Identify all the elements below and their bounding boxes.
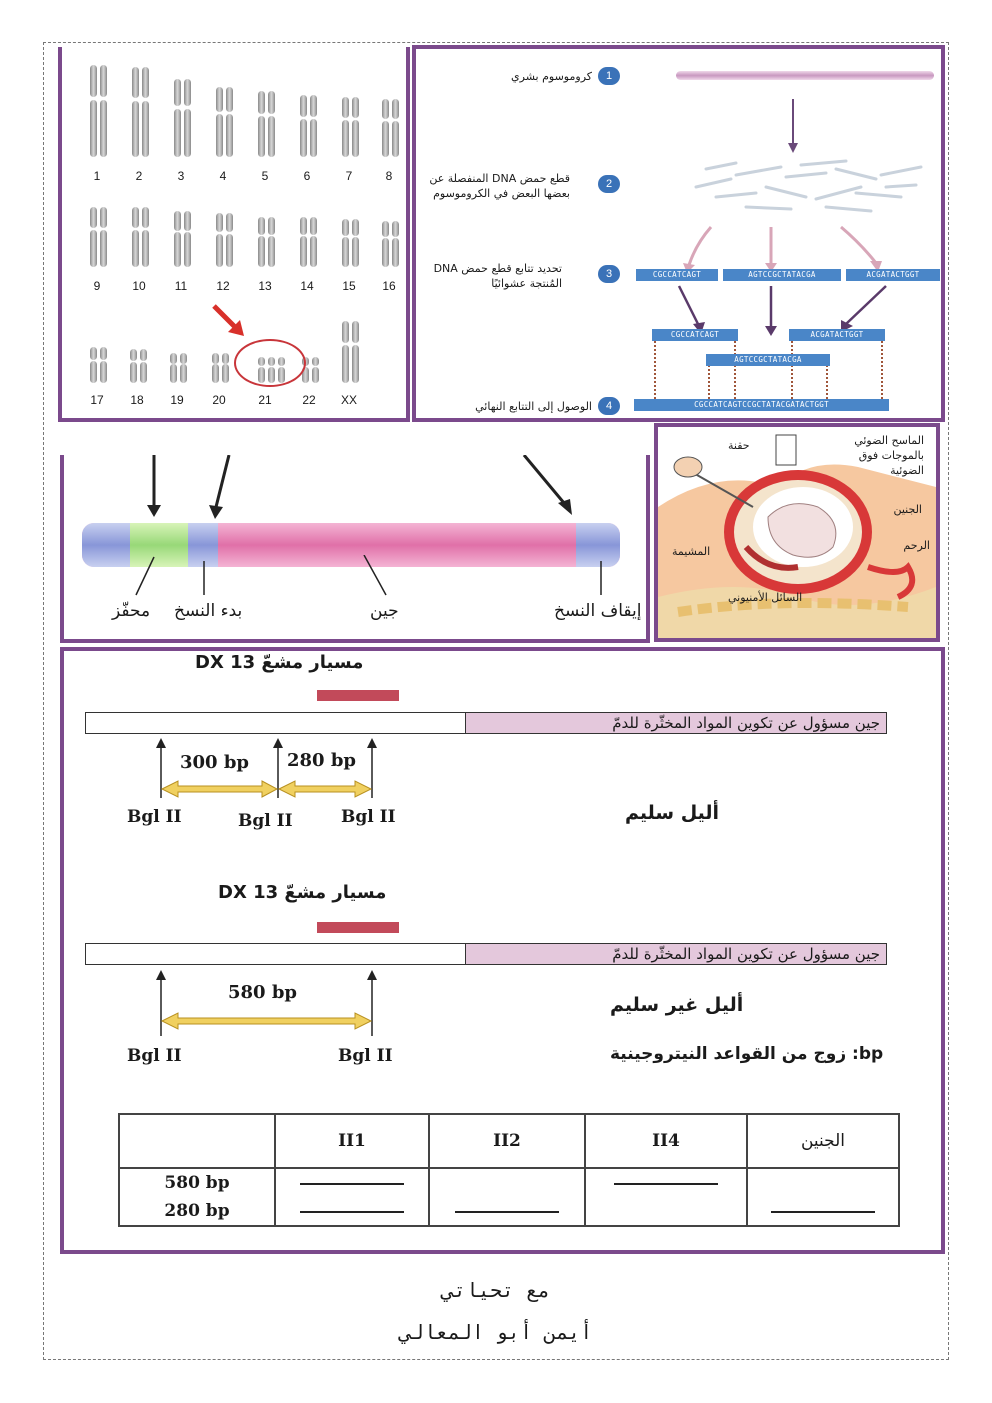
overlap-bubble-right xyxy=(791,334,883,402)
sequencing-panel xyxy=(412,45,945,422)
fetus-label: الجنين xyxy=(893,503,922,516)
chromosome-number: 11 xyxy=(174,279,188,293)
chromosome-number: 8 xyxy=(385,169,393,183)
table-header: II1 xyxy=(275,1114,429,1168)
chromosome xyxy=(216,87,224,157)
normal-allele-label: أليل سليم xyxy=(625,802,720,824)
normal-site-3: Bgl II xyxy=(341,807,396,827)
chromosome xyxy=(392,99,400,157)
row-label: 280 bp xyxy=(119,1197,275,1226)
chromosome xyxy=(132,207,140,267)
chromosome xyxy=(300,95,308,157)
mark-cell xyxy=(429,1168,585,1197)
arrow-down-icon xyxy=(786,99,800,154)
chromosome-number: 16 xyxy=(382,279,396,293)
fragment-2: AGTCCGCTATACGA xyxy=(723,269,841,281)
chromosome-number: 3 xyxy=(177,169,185,183)
placenta-label: المشيمة xyxy=(672,545,711,558)
step-4-text: الوصول إلى التتابع النهائي xyxy=(475,400,592,413)
gene-strip-normal-label: جين مسؤول عن تكوين المواد المخثّرة للدمّ xyxy=(465,713,886,733)
stop-label: إيقاف النسخ xyxy=(554,601,642,621)
band-mark xyxy=(614,1182,718,1185)
normal-seg2: 280 bp xyxy=(287,750,357,771)
table-row xyxy=(119,1197,899,1226)
chromosome-number: 6 xyxy=(303,169,311,183)
start-label: بدء النسخ xyxy=(174,601,243,621)
chromosome-bar xyxy=(676,71,934,80)
table-header xyxy=(119,1114,275,1168)
pink-arrows xyxy=(671,219,941,274)
chromosome-number: 2 xyxy=(135,169,143,183)
mark-cell xyxy=(585,1197,747,1226)
chromosome xyxy=(352,219,360,267)
band-mark xyxy=(300,1210,404,1213)
footer-author: أيمن أبو المعالي xyxy=(399,1320,593,1344)
chromosome xyxy=(342,97,350,157)
final-sequence: CGCCATCAGTCCGCTATACGATACTGGT xyxy=(634,399,889,411)
chromosome-number: 7 xyxy=(345,169,353,183)
chromosome-number: 22 xyxy=(302,393,316,407)
mark-cell xyxy=(275,1168,429,1197)
chromosome xyxy=(174,79,182,157)
chromosome-number: 10 xyxy=(132,279,146,293)
chromosome-number: 20 xyxy=(212,393,226,407)
table-header: الجنين xyxy=(747,1114,899,1168)
chromosome xyxy=(142,207,150,267)
chromosome xyxy=(216,213,224,267)
gene-arrows xyxy=(64,455,650,525)
uterus-label: الرحم xyxy=(903,539,930,552)
normal-site-1: Bgl II xyxy=(127,807,182,827)
chromosome xyxy=(382,221,390,267)
chromosome-number: 19 xyxy=(170,393,184,407)
row-label: 580 bp xyxy=(119,1168,275,1197)
chromosome xyxy=(312,357,320,383)
normal-seg1: 300 bp xyxy=(180,752,250,773)
chromosome xyxy=(184,79,192,157)
amnio-panel xyxy=(654,423,940,642)
mark-cell xyxy=(429,1197,585,1226)
abnormal-arrows xyxy=(140,970,390,1040)
probe-bar-normal xyxy=(317,690,399,701)
chromosome xyxy=(130,349,138,383)
chromosome xyxy=(140,349,148,383)
chromosome xyxy=(310,95,318,157)
chromosome xyxy=(90,65,98,157)
chromosome xyxy=(310,217,318,267)
step-3-badge: 3 xyxy=(598,265,620,283)
chromosome xyxy=(392,221,400,267)
fragment-1: CGCCATCAGT xyxy=(636,269,718,281)
down-syndrome-circle xyxy=(234,339,306,387)
mark-cell xyxy=(585,1168,747,1197)
chromosome-number: 14 xyxy=(300,279,314,293)
chromosome xyxy=(180,353,188,383)
karyotype-panel xyxy=(58,47,410,422)
footer-greeting: مع تحياتي xyxy=(441,1278,551,1302)
chromosome xyxy=(90,207,98,267)
chromosome xyxy=(222,353,230,383)
probe-label-abnormal: مسيار مشعّ DX 13 xyxy=(218,882,387,903)
chromosome xyxy=(184,211,192,267)
table-header: II2 xyxy=(429,1114,585,1168)
chromosome-number: 5 xyxy=(261,169,269,183)
chromosome xyxy=(382,99,390,157)
chromosome xyxy=(342,321,350,383)
fluid-label: السائل الأمنيوني xyxy=(728,591,803,604)
probe-label-normal: مسيار مشعّ DX 13 xyxy=(195,652,364,673)
chromosome xyxy=(226,213,234,267)
chromosome xyxy=(90,347,98,383)
gene-structure-panel xyxy=(60,455,650,643)
band-mark xyxy=(300,1182,404,1185)
chromosome xyxy=(170,353,178,383)
chromosome xyxy=(342,219,350,267)
step-1-text: كروموسوم بشري xyxy=(511,70,592,83)
abnormal-allele-label: أليل غير سليم xyxy=(610,994,744,1016)
chromosome-number: 4 xyxy=(219,169,227,183)
table-row xyxy=(119,1168,899,1197)
chromosome xyxy=(268,217,276,267)
chromosome-number: 15 xyxy=(342,279,356,293)
step-4-badge: 4 xyxy=(598,397,620,415)
chromosome-number: 18 xyxy=(130,393,144,407)
chromosome-number: 12 xyxy=(216,279,230,293)
table-header-row xyxy=(119,1114,899,1168)
chromosome xyxy=(132,67,140,157)
gene-strip-abnormal-label: جين مسؤول عن تكوين المواد المخثّرة للدمّ xyxy=(465,944,886,964)
chromosome xyxy=(100,347,108,383)
red-arrow-icon xyxy=(210,302,250,342)
chromosome xyxy=(258,217,266,267)
syringe-label: حقنة xyxy=(728,439,750,452)
chromosome xyxy=(226,87,234,157)
chromosome xyxy=(174,211,182,267)
chromosome xyxy=(352,97,360,157)
label-lines xyxy=(64,555,650,605)
normal-site-2: Bgl II xyxy=(238,811,293,831)
step-1-badge: 1 xyxy=(598,67,620,85)
chromosome xyxy=(100,65,108,157)
abnormal-site-2: Bgl II xyxy=(338,1046,393,1066)
chromosome-number: 9 xyxy=(93,279,101,293)
chromosome-number: 1 xyxy=(93,169,101,183)
fragment-3: ACGATACTGGT xyxy=(846,269,940,281)
mark-cell xyxy=(747,1168,899,1197)
assembled-right: ACGATACTGGT xyxy=(789,329,885,341)
chromosome xyxy=(142,67,150,157)
table-header: II4 xyxy=(585,1114,747,1168)
gene-strip-abnormal xyxy=(85,943,887,965)
mark-cell xyxy=(275,1197,429,1226)
assembled-middle: AGTCCGCTATACGA xyxy=(706,354,830,366)
gene-label: جين xyxy=(370,601,399,621)
normal-arrows xyxy=(140,738,390,808)
band-mark xyxy=(771,1210,875,1213)
chromosome xyxy=(100,207,108,267)
bp-note: bp: زوج من القواعد النيتروجينية xyxy=(610,1044,884,1064)
chromosome xyxy=(268,91,276,157)
gene-strip-normal xyxy=(85,712,887,734)
chromosome-number: XX xyxy=(340,393,357,407)
chromosome xyxy=(258,91,266,157)
chromosome-number: 17 xyxy=(90,393,104,407)
step-2-text: قطع حمض DNA المنفصلة عن بعضها البعض في الكروموسوم xyxy=(429,172,570,200)
dna-fragments xyxy=(686,157,926,217)
promoter-label: محفّز xyxy=(112,601,151,621)
band-mark xyxy=(455,1210,559,1213)
abnormal-seg: 580 bp xyxy=(228,982,298,1003)
chromosome xyxy=(212,353,220,383)
scanner-label: الماسح الضوئي بالموجات فوق الضوئية xyxy=(854,434,924,477)
assembled-left: CGCCATCAGT xyxy=(652,329,738,341)
chromosome xyxy=(352,321,360,383)
chromosome-number: 13 xyxy=(258,279,272,293)
step-3-text: تحديد تتابع قطع حمض DNA المُنتجة عشوائيًا xyxy=(433,262,562,290)
results-table xyxy=(118,1113,900,1227)
probe-bar-abnormal xyxy=(317,922,399,933)
chromosome-number: 21 xyxy=(258,393,272,407)
mark-cell xyxy=(747,1197,899,1226)
chromosome xyxy=(300,217,308,267)
abnormal-site-1: Bgl II xyxy=(127,1046,182,1066)
step-2-badge: 2 xyxy=(598,175,620,193)
